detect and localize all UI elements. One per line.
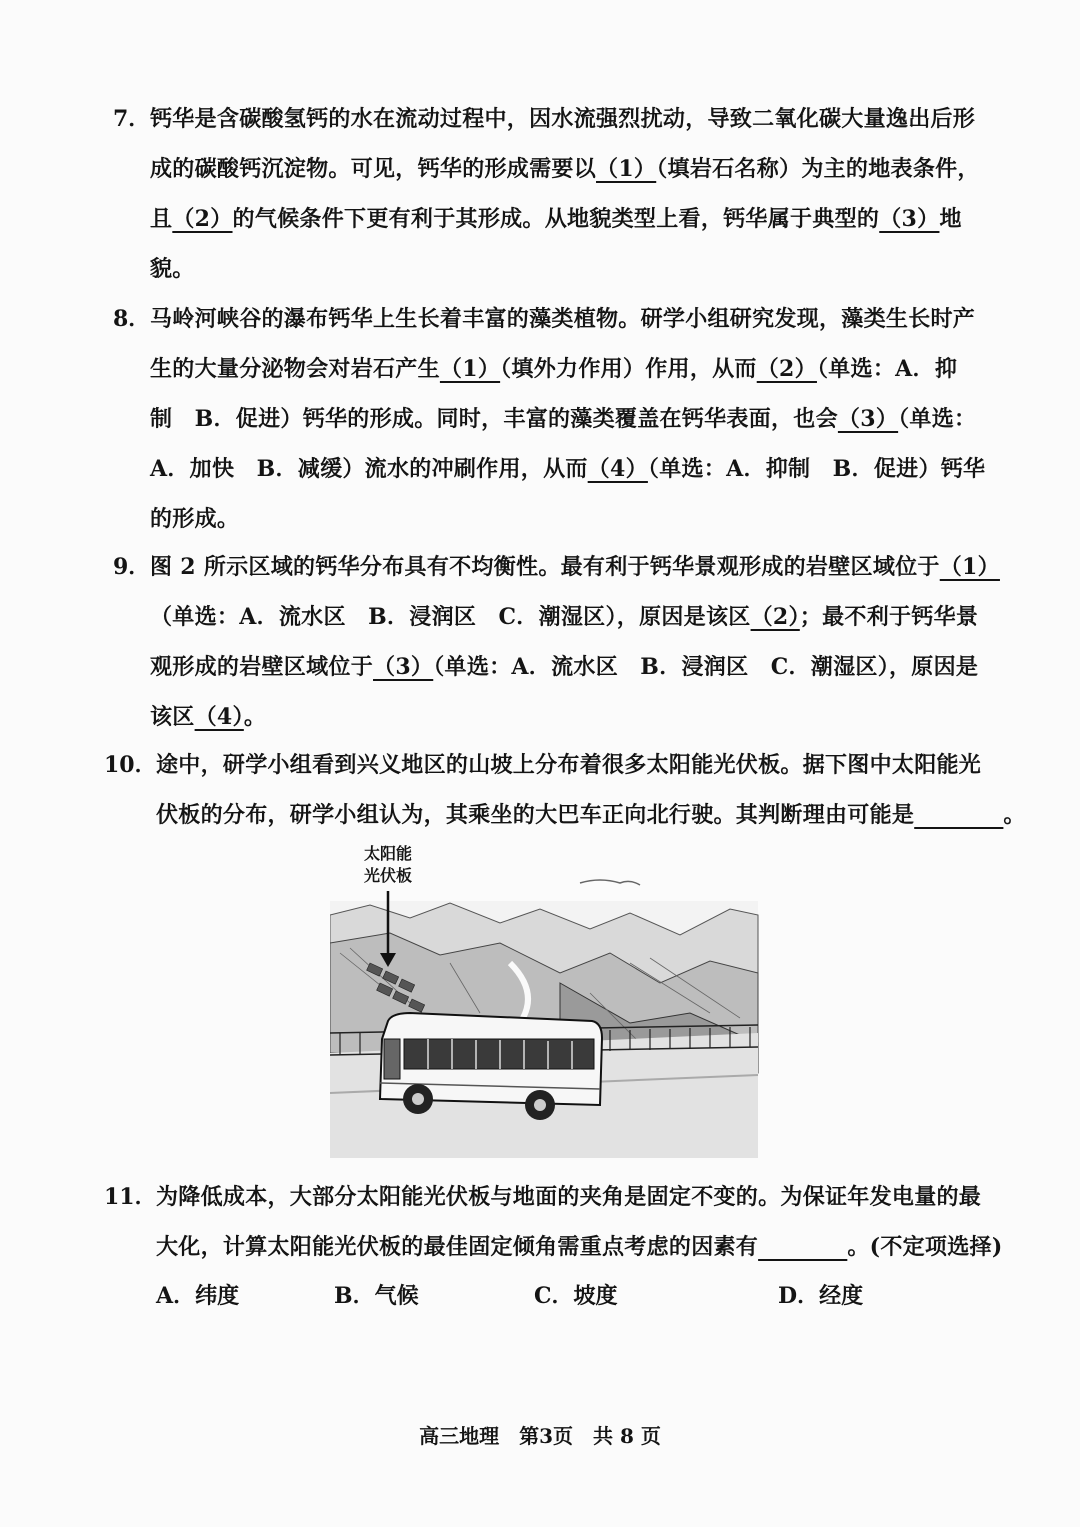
question-text-line: 成的碳酸钙沉淀物。可见，钙华的形成需要以（1）（填岩石名称）为主的地表条件，	[150, 156, 980, 182]
question-text-line: 伏板的分布，研学小组认为，其乘坐的大巴车正向北行驶。其判断理由可能是 。	[156, 802, 1026, 828]
answer-blank: （1）	[596, 156, 657, 182]
question-text-line: 貌。	[150, 256, 195, 282]
answer-blank: （1）	[439, 356, 501, 382]
answer-blank	[914, 802, 1003, 828]
question-text-line: 该区（4）。	[150, 704, 267, 730]
question-text-line: 钙华是含碳酸氢钙的水在流动过程中，因水流强烈扰动，导致二氧化碳大量逸出后形	[150, 106, 976, 132]
answer-blank: （4）	[194, 704, 244, 730]
question-text-line: 的形成。	[150, 506, 240, 532]
question-number: 7．	[113, 106, 151, 132]
question-text-line: （单选：A．流水区 B．浸润区 C．潮湿区），原因是该区（2）；最不利于钙华景	[150, 604, 979, 630]
question-text-line: 生的大量分泌物会对岩石产生（1）（填外力作用）作用，从而（2）（单选：A．抑	[150, 356, 958, 382]
answer-blank: （2）	[756, 356, 817, 382]
question-text-line: 马岭河峡谷的瀑布钙华上生长着丰富的藻类植物。研学小组研究发现，藻类生长时产	[150, 306, 976, 332]
question-text-line: A．加快 B．减缓）流水的冲刷作用，从而（4）（单选：A．抑制 B．促进）钙华	[150, 456, 986, 482]
answer-blank: （2）	[172, 206, 233, 232]
question-text-line: 为降低成本，大部分太阳能光伏板与地面的夹角是固定不变的。为保证年发电量的最	[156, 1184, 982, 1210]
question-text-line: 观形成的岩壁区域位于（3）（单选：A．流水区 B．浸润区 C．潮湿区），原因是	[150, 654, 979, 680]
answer-blank	[758, 1234, 847, 1260]
option-a: A．纬度	[156, 1283, 240, 1309]
question-number: 11．	[104, 1184, 157, 1210]
answer-blank: （4）	[587, 456, 648, 482]
page-footer: 高三地理 第3页 共 8 页	[419, 1424, 661, 1448]
answer-blank: （1）	[939, 554, 1000, 580]
answer-blank: （3）	[879, 206, 940, 232]
option-c: C．坡度	[534, 1283, 618, 1309]
answer-blank: （2）	[750, 604, 800, 630]
answer-blank: （3）	[837, 406, 899, 432]
question-text-line: 途中，研学小组看到兴义地区的山坡上分布着很多太阳能光伏板。据下图中太阳能光	[156, 752, 982, 778]
answer-blank: （3）	[373, 654, 434, 680]
question-number: 10．	[104, 752, 157, 778]
question-text-line: 且（2）的气候条件下更有利于其形成。从地貌类型上看，钙华属于典型的（3）地	[150, 206, 962, 232]
question-text-line: 大化，计算太阳能光伏板的最佳固定倾角需重点考虑的因素有 。(不定项选择)	[156, 1234, 1003, 1260]
question-number: 8．	[113, 306, 151, 332]
option-d: D．经度	[778, 1283, 864, 1309]
question-text-line: 制 B．促进）钙华的形成。同时，丰富的藻类覆盖在钙华表面，也会（3）（单选：	[150, 406, 977, 432]
solar-panel-bus-illustration	[330, 843, 760, 1158]
question-number: 9．	[113, 554, 151, 580]
question-text-line: 图 2 所示区域的钙华分布具有不均衡性。最有利于钙华景观形成的岩壁区域位于（1）	[150, 554, 1000, 580]
option-b: B．气候	[334, 1283, 419, 1309]
figure-label: 太阳能 光伏板	[363, 844, 412, 885]
